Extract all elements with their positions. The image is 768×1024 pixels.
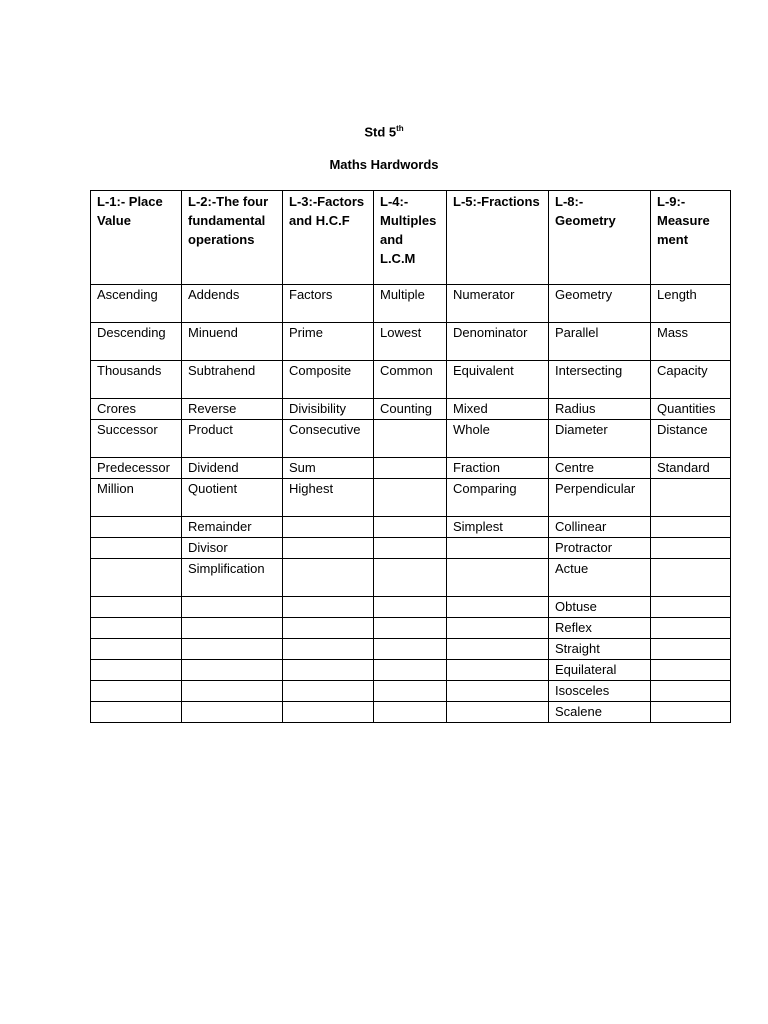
table-cell: Subtrahend bbox=[182, 361, 283, 399]
table-cell bbox=[651, 639, 731, 660]
table-cell: Common bbox=[374, 361, 447, 399]
table-cell: Distance bbox=[651, 420, 731, 458]
table-row bbox=[91, 323, 731, 361]
header-cell: L-5:-Fractions bbox=[447, 191, 549, 285]
table-row bbox=[91, 639, 731, 660]
table-cell bbox=[182, 639, 283, 660]
table-row bbox=[91, 361, 731, 399]
table-cell: Quotient bbox=[182, 479, 283, 517]
table-cell: Thousands bbox=[91, 361, 182, 399]
table-cell: Obtuse bbox=[549, 597, 651, 618]
table-row bbox=[91, 618, 731, 639]
table-cell: Whole bbox=[447, 420, 549, 458]
document-title bbox=[0, 124, 768, 139]
header-cell: L-8:- Geometry bbox=[549, 191, 651, 285]
table-cell: Descending bbox=[91, 323, 182, 361]
table-cell bbox=[91, 597, 182, 618]
table-cell bbox=[374, 660, 447, 681]
table-row bbox=[91, 517, 731, 538]
table-cell: Crores bbox=[91, 399, 182, 420]
table-cell bbox=[374, 618, 447, 639]
hardwords-table bbox=[90, 190, 731, 723]
table-cell bbox=[91, 639, 182, 660]
table-cell: Denominator bbox=[447, 323, 549, 361]
table-cell: Length bbox=[651, 285, 731, 323]
table-cell bbox=[651, 538, 731, 559]
table-cell bbox=[651, 559, 731, 597]
table-cell: Parallel bbox=[549, 323, 651, 361]
table-row bbox=[91, 458, 731, 479]
table-cell bbox=[91, 618, 182, 639]
table-row bbox=[91, 285, 731, 323]
table-cell: Equivalent bbox=[447, 361, 549, 399]
table-cell bbox=[447, 597, 549, 618]
table-cell bbox=[283, 618, 374, 639]
header-cell: L-3:-Factors and H.C.F bbox=[283, 191, 374, 285]
table-cell: Dividend bbox=[182, 458, 283, 479]
table-cell: Perpendicular bbox=[549, 479, 651, 517]
table-cell: Divisor bbox=[182, 538, 283, 559]
header-cell: L-9:- Measure ment bbox=[651, 191, 731, 285]
table-cell bbox=[651, 660, 731, 681]
table-cell bbox=[283, 517, 374, 538]
table-cell bbox=[374, 479, 447, 517]
table-cell: Geometry bbox=[549, 285, 651, 323]
table-cell bbox=[651, 702, 731, 723]
table-cell bbox=[91, 538, 182, 559]
table-cell: Ascending bbox=[91, 285, 182, 323]
table-cell: Composite bbox=[283, 361, 374, 399]
table-cell: Simplification bbox=[182, 559, 283, 597]
table-cell: Numerator bbox=[447, 285, 549, 323]
table-cell bbox=[283, 639, 374, 660]
title-text: Std 5 bbox=[364, 124, 397, 140]
table-cell: Comparing bbox=[447, 479, 549, 517]
table-cell bbox=[447, 681, 549, 702]
table-cell: Prime bbox=[283, 323, 374, 361]
table-cell bbox=[283, 559, 374, 597]
table-cell: Centre bbox=[549, 458, 651, 479]
table-row bbox=[91, 559, 731, 597]
table-cell: Divisibility bbox=[283, 399, 374, 420]
table-row bbox=[91, 702, 731, 723]
table-cell bbox=[447, 618, 549, 639]
table-cell: Addends bbox=[182, 285, 283, 323]
table-cell: Simplest bbox=[447, 517, 549, 538]
table-cell: Diameter bbox=[549, 420, 651, 458]
table-cell bbox=[374, 597, 447, 618]
table-cell bbox=[651, 681, 731, 702]
table-cell: Actue bbox=[549, 559, 651, 597]
table-cell: Minuend bbox=[182, 323, 283, 361]
table-row bbox=[91, 597, 731, 618]
table-cell: Scalene bbox=[549, 702, 651, 723]
table-cell bbox=[374, 420, 447, 458]
table-row bbox=[91, 660, 731, 681]
table-cell bbox=[374, 681, 447, 702]
table-row bbox=[91, 420, 731, 458]
table-cell: Counting bbox=[374, 399, 447, 420]
table-cell: Isosceles bbox=[549, 681, 651, 702]
table-cell: Radius bbox=[549, 399, 651, 420]
table-cell: Standard bbox=[651, 458, 731, 479]
table-cell: Reverse bbox=[182, 399, 283, 420]
table-cell: Protractor bbox=[549, 538, 651, 559]
table-cell bbox=[283, 660, 374, 681]
table-cell bbox=[447, 538, 549, 559]
table-cell bbox=[374, 458, 447, 479]
table-cell: Consecutive bbox=[283, 420, 374, 458]
table-cell: Mass bbox=[651, 323, 731, 361]
table-body bbox=[91, 285, 731, 723]
table-cell bbox=[374, 639, 447, 660]
table-cell bbox=[283, 538, 374, 559]
table-cell bbox=[283, 597, 374, 618]
table-cell: Remainder bbox=[182, 517, 283, 538]
table-cell bbox=[447, 702, 549, 723]
table-header-row bbox=[91, 191, 731, 285]
table-cell bbox=[91, 702, 182, 723]
header-cell: L-1:- Place Value bbox=[91, 191, 182, 285]
table-cell bbox=[182, 660, 283, 681]
table-cell bbox=[283, 681, 374, 702]
table-cell: Product bbox=[182, 420, 283, 458]
table-cell bbox=[447, 660, 549, 681]
table-cell: Million bbox=[91, 479, 182, 517]
table-cell: Intersecting bbox=[549, 361, 651, 399]
table-cell: Fraction bbox=[447, 458, 549, 479]
header-cell: L-4:- Multiples and L.C.M bbox=[374, 191, 447, 285]
table-cell bbox=[651, 618, 731, 639]
table-cell bbox=[374, 702, 447, 723]
table-cell: Factors bbox=[283, 285, 374, 323]
table-cell bbox=[447, 639, 549, 660]
table-cell: Highest bbox=[283, 479, 374, 517]
table-cell bbox=[374, 538, 447, 559]
header-cell: L-2:-The four fundamental operations bbox=[182, 191, 283, 285]
table-cell bbox=[91, 660, 182, 681]
table-cell: Quantities bbox=[651, 399, 731, 420]
table-cell bbox=[651, 597, 731, 618]
table-cell bbox=[182, 702, 283, 723]
table-row bbox=[91, 479, 731, 517]
table-cell: Mixed bbox=[447, 399, 549, 420]
table-row bbox=[91, 681, 731, 702]
table-row bbox=[91, 399, 731, 420]
table-row bbox=[91, 538, 731, 559]
table-cell bbox=[651, 479, 731, 517]
table-cell bbox=[91, 559, 182, 597]
table-cell bbox=[374, 517, 447, 538]
table-cell: Multiple bbox=[374, 285, 447, 323]
document-subtitle: Maths Hardwords bbox=[329, 157, 439, 172]
table-cell: Sum bbox=[283, 458, 374, 479]
table-cell bbox=[91, 681, 182, 702]
table-cell bbox=[374, 559, 447, 597]
table-cell bbox=[651, 517, 731, 538]
table-cell bbox=[447, 559, 549, 597]
table-cell bbox=[182, 618, 283, 639]
table-cell: Capacity bbox=[651, 361, 731, 399]
table-cell: Successor bbox=[91, 420, 182, 458]
table-cell bbox=[182, 597, 283, 618]
table-cell bbox=[283, 702, 374, 723]
table-cell: Straight bbox=[549, 639, 651, 660]
table-cell: Equilateral bbox=[549, 660, 651, 681]
table-cell: Predecessor bbox=[91, 458, 182, 479]
table-cell: Collinear bbox=[549, 517, 651, 538]
table-cell: Lowest bbox=[374, 323, 447, 361]
table-cell: Reflex bbox=[549, 618, 651, 639]
table-cell bbox=[91, 517, 182, 538]
title-superscript: th bbox=[396, 124, 404, 133]
table-cell bbox=[182, 681, 283, 702]
